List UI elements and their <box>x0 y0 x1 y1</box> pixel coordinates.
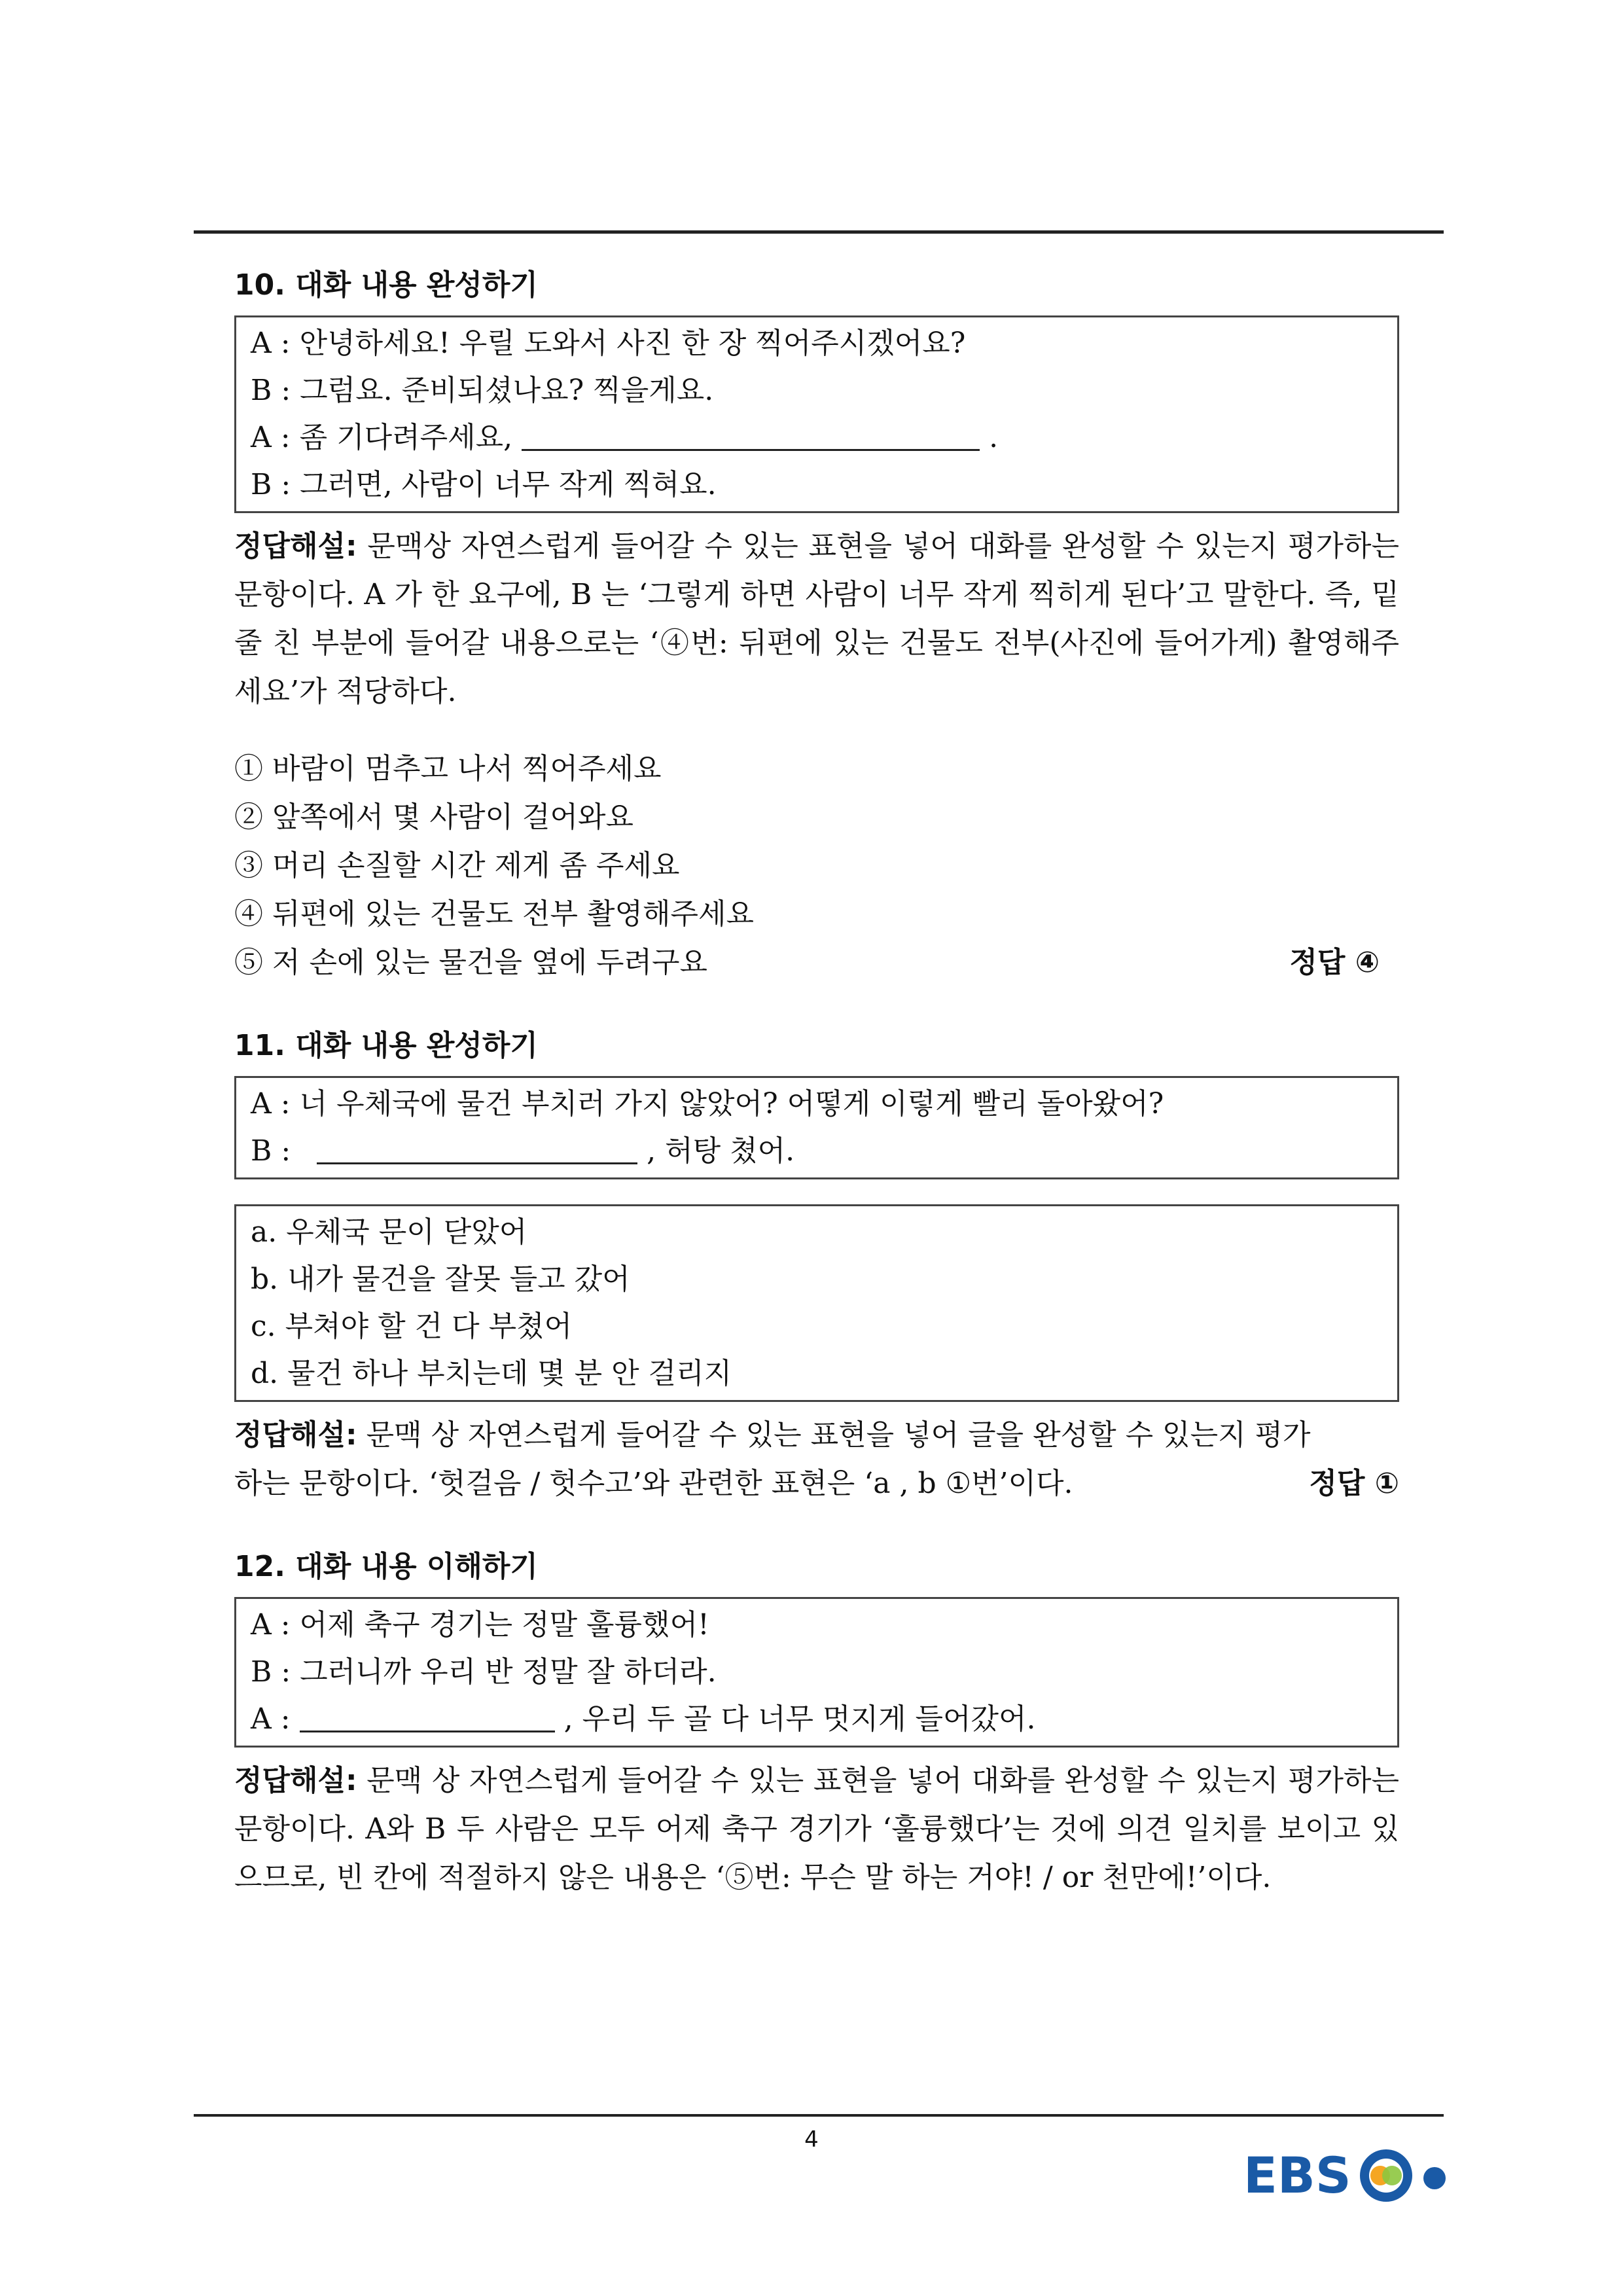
question-heading: 10. 대화 내용 완성하기 <box>234 268 538 302</box>
page-number: 4 <box>804 2126 819 2153</box>
option-list <box>234 745 1399 987</box>
option-item: ④ 뒤편에 있는 건물도 전부 촬영해주세요 <box>234 897 754 931</box>
section-gap <box>234 1508 1399 1547</box>
dialog-line: B : 그러면, 사람이 너무 작게 찍혀요. <box>251 468 717 501</box>
ebs-logo <box>1241 2139 1450 2211</box>
dialog-text: A : <box>251 1702 291 1736</box>
dialog-line: A : 어제 축구 경기는 정말 훌륭했어! <box>251 1608 709 1641</box>
option-item: ⑤ 저 손에 있는 물건을 옆에 두려구요 <box>234 946 707 979</box>
dialog-box <box>234 1597 1399 1748</box>
dialog-text: , 허탕 쳤어. <box>647 1134 795 1168</box>
dialog-text: A : 좀 기다려주세요, <box>251 421 513 454</box>
explanation-line <box>234 1460 1399 1508</box>
choice-item: d. 물건 하나 부치는데 몇 분 안 걸리지 <box>251 1357 732 1390</box>
explanation <box>234 1757 1399 1902</box>
option-item: ② 앞쪽에서 몇 사람이 걸어와요 <box>234 800 633 834</box>
explanation-label: 정답해설: <box>234 1764 357 1797</box>
dialog-text: . <box>989 421 999 454</box>
dialog-line <box>251 1128 1383 1175</box>
explanation-label: 정답해설: <box>234 529 357 563</box>
question-10 <box>234 266 1399 987</box>
header-rule <box>194 230 1444 234</box>
question-heading: 12. 대화 내용 이해하기 <box>234 1550 538 1583</box>
dialog-text: B : <box>251 1134 291 1168</box>
choice-item: b. 내가 물건을 잘못 들고 갔어 <box>251 1263 630 1296</box>
answer-label: 정답 ① <box>1309 1467 1399 1500</box>
option-row <box>234 939 1399 987</box>
dialog-box <box>234 1076 1399 1179</box>
footer-rule <box>194 2114 1444 2117</box>
logo-dot-green <box>1382 2166 1402 2185</box>
explanation-text: 문맥상 자연스럽게 들어갈 수 있는 표현을 넣어 대화를 완성할 수 있는지 평가하는 문항이다. A 가 한 요구에, B 는 ‘그렇게 하면 사람이 너무 작게 찍히게 된다’고 말한다. 즉, 밑줄 친 부분에 들어갈 내용으로는 ‘④번: 뒤편에 있는 건물도 전부(사진에 들어가게) 촬영해주세요’가 적당하다. <box>234 529 1399 708</box>
logo-text: EBS <box>1243 2146 1351 2204</box>
page-content <box>234 266 1399 1902</box>
explanation <box>234 1411 1399 1508</box>
section-gap <box>234 987 1399 1026</box>
question-12 <box>234 1547 1399 1902</box>
answer-label: 정답 ④ <box>1289 946 1380 979</box>
dialog-line <box>251 1696 1383 1743</box>
dialog-text: , 우리 두 골 다 너무 멋지게 들어갔어. <box>563 1702 1036 1736</box>
option-item: ③ 머리 손질할 시간 제게 좀 주세요 <box>234 849 680 882</box>
dialog-line: B : 그러니까 우리 반 정말 잘 하더라. <box>251 1655 717 1689</box>
question-heading: 11. 대화 내용 완성하기 <box>234 1029 538 1062</box>
explanation-text: 문맥 상 자연스럽게 들어갈 수 있는 표현을 넣어 글을 완성할 수 있는지 평가 <box>357 1418 1311 1452</box>
explanation-text: 문맥 상 자연스럽게 들어갈 수 있는 표현을 넣어 대화를 완성할 수 있는지 평가하는 문항이다. A와 B 두 사람은 모두 어제 축구 경기가 ‘훌륭했다’는 것에 의견 일치를 보이고 있으므로, 빈 칸에 적절하지 않은 내용은 ‘⑤번: 무슨 말 하는 거야! / or 천만에!’이다. <box>234 1764 1399 1894</box>
dialog-line: B : 그럼요. 준비되셨나요? 찍을게요. <box>251 374 714 407</box>
explanation-text: 하는 문항이다. ‘헛걸음 / 헛수고’와 관련한 표현은 ‘a , b ①번’이다. <box>234 1467 1073 1500</box>
answer-blank <box>300 1702 555 1732</box>
dialog-line: A : 너 우체국에 물건 부치러 가지 않았어? 어떻게 이렇게 빨리 돌아왔어? <box>251 1087 1164 1121</box>
dialog-line: A : 안녕하세요! 우릴 도와서 사진 한 장 찍어주시겠어요? <box>251 327 966 360</box>
choice-box <box>234 1204 1399 1402</box>
answer-blank <box>522 420 980 451</box>
question-11 <box>234 1026 1399 1508</box>
logo-dot-blue <box>1423 2167 1446 2189</box>
dialog-box <box>234 315 1399 513</box>
explanation-line <box>234 1411 1399 1460</box>
dialog-line <box>251 414 1383 461</box>
answer-blank <box>317 1134 637 1164</box>
explanation-label: 정답해설: <box>234 1418 357 1452</box>
explanation <box>234 522 1399 716</box>
choice-item: a. 우체국 문이 닫았어 <box>251 1215 527 1249</box>
option-item: ① 바람이 멈추고 나서 찍어주세요 <box>234 752 662 785</box>
choice-item: c. 부쳐야 할 건 다 부쳤어 <box>251 1310 573 1343</box>
